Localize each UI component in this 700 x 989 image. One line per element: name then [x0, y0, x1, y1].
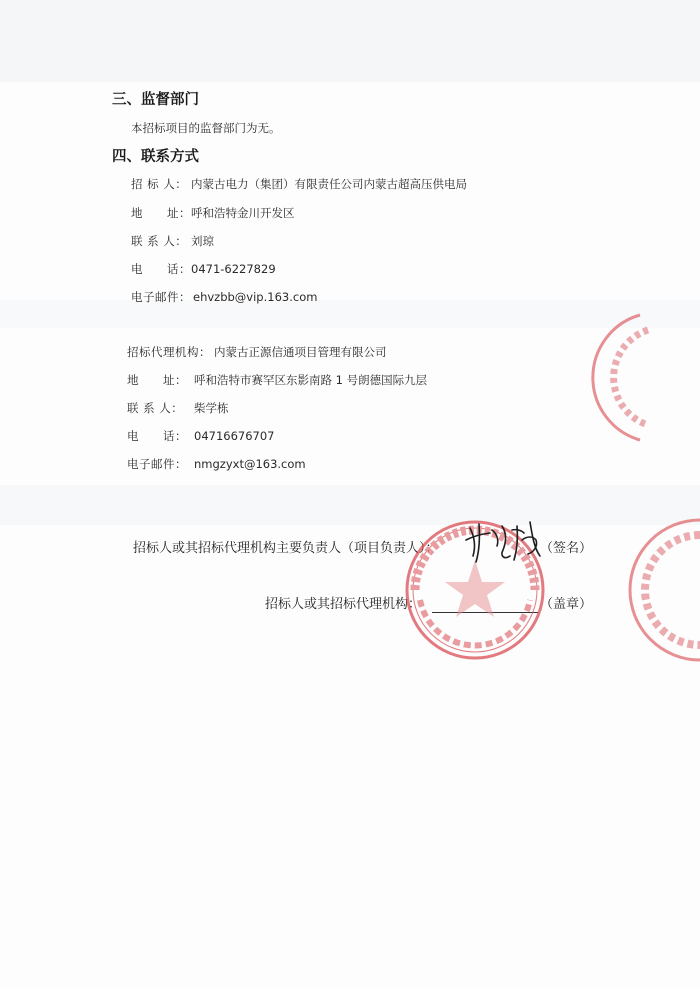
- agency-contact-value: 柴学栋: [194, 401, 229, 415]
- tenderer-name-label: 招 标 人：: [131, 177, 188, 191]
- organization-label: 招标人或其招标代理机构：: [265, 597, 422, 612]
- tenderer-email-label: 电子邮件：: [131, 290, 191, 304]
- agency-address-label: 地 址：: [127, 373, 187, 387]
- seal-suffix: （盖章）: [540, 597, 593, 612]
- seal-star-icon: [445, 560, 505, 617]
- agency-phone-label: 电 话：: [127, 429, 187, 443]
- agency-name-value: 内蒙古正源信通项目管理有限公司: [214, 345, 387, 359]
- agency-phone-value: 04716676707: [194, 429, 275, 443]
- edge-seal-lower: [630, 520, 700, 660]
- section4-heading: 四、联系方式: [112, 149, 199, 165]
- agency-address-value: 呼和浩特市赛罕区东影南路 1 号朗德国际九层: [194, 373, 428, 387]
- tenderer-email-value: ehvzbb@vip.163.com: [193, 290, 318, 304]
- responsible-person-label: 招标人或其招标代理机构主要负责人（项目负责人）：: [133, 541, 439, 556]
- section3-heading: 三、监督部门: [112, 92, 199, 108]
- tenderer-contact-label: 联 系 人：: [131, 234, 188, 248]
- tenderer-address-value: 呼和浩特金川开发区: [191, 206, 295, 220]
- tenderer-address-label: 地 址：: [131, 206, 191, 220]
- agency-name-label: 招标代理机构：: [127, 345, 211, 359]
- tenderer-name-value: 内蒙古电力（集团）有限责任公司内蒙古超高压供电局: [191, 177, 467, 191]
- agency-contact-label: 联 系 人：: [127, 401, 184, 415]
- tenderer-phone-label: 电 话：: [131, 262, 191, 276]
- tenderer-phone-value: 0471-6227829: [191, 262, 276, 276]
- tenderer-contact-value: 刘琼: [191, 234, 214, 248]
- agency-email-value: nmgzyxt@163.com: [194, 457, 306, 471]
- sign-suffix: （签名）: [540, 541, 593, 556]
- section3-text: 本招标项目的监督部门为无。: [131, 121, 281, 135]
- agency-email-label: 电子邮件：: [127, 457, 187, 471]
- edge-seal-middle: [593, 315, 648, 440]
